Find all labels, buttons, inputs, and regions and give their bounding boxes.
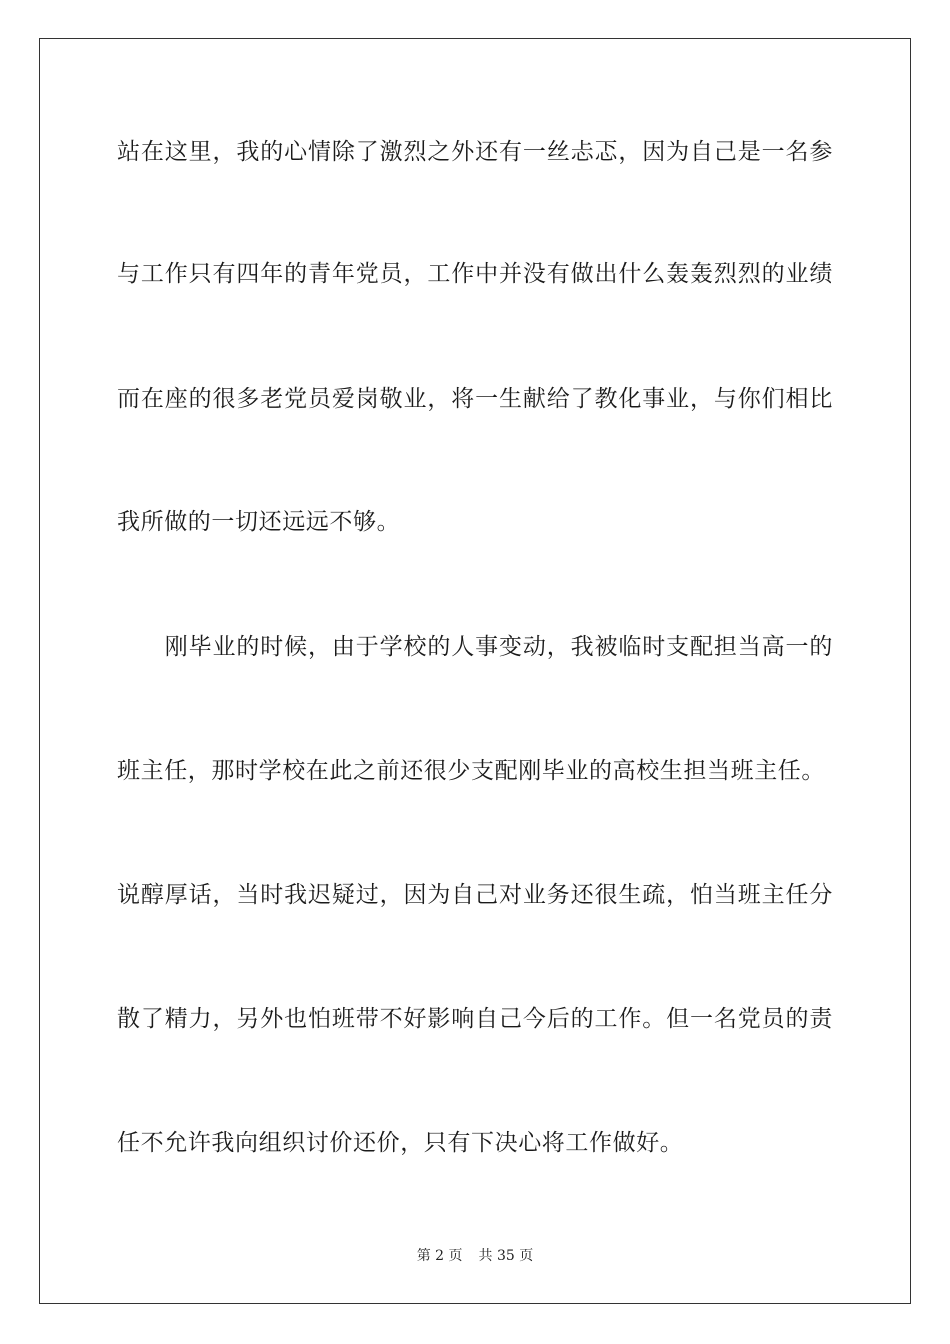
text-line: 站在这里，我的心情除了激烈之外还有一丝忐忑，因为自己是一名参 <box>117 139 833 165</box>
text-line: 而在座的很多老党员爱岗敬业，将一生献给了教化事业，与你们相比 <box>117 386 833 412</box>
text-line: 任不允许我向组织讨价还价，只有下决心将工作做好。 <box>117 1130 684 1156</box>
text-line: 班主任，那时学校在此之前还很少支配刚毕业的高校生担当班主任。 <box>117 758 825 784</box>
page-footer <box>0 1247 950 1265</box>
page-total: 共 35 页 <box>478 1248 534 1264</box>
text-line: 说醇厚话，当时我迟疑过，因为自己对业务还很生疏，怕当班主任分 <box>117 882 833 908</box>
page-border <box>39 38 911 1304</box>
page-number: 第 2 页 <box>416 1248 463 1264</box>
text-line: 与工作只有四年的青年党员，工作中并没有做出什么轰轰烈烈的业绩 <box>117 261 833 287</box>
text-line: 散了精力，另外也怕班带不好影响自己今后的工作。但一名党员的责 <box>117 1006 833 1032</box>
text-line: 刚毕业的时候，由于学校的人事变动，我被临时支配担当高一的 <box>117 634 833 660</box>
text-line: 我所做的一切还远远不够。 <box>117 509 401 535</box>
